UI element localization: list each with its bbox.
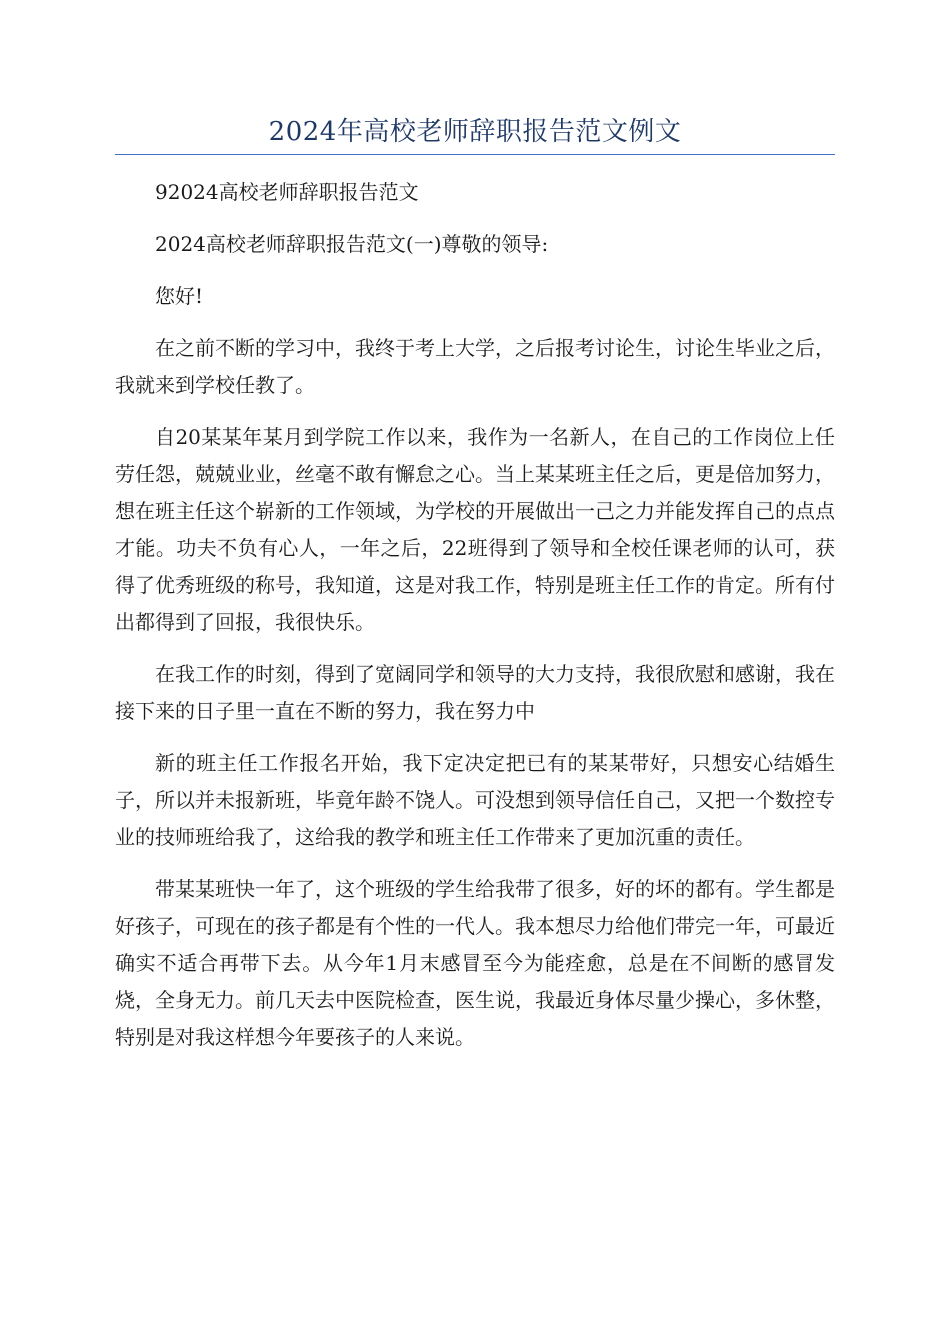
document-body	[115, 174, 835, 1071]
body-paragraph: 在我工作的时刻，得到了宽阔同学和领导的大力支持，我很欣慰和感谢，我在接下来的日子里一直在不断的努力，我在努力中	[115, 662, 835, 723]
salutation-heading: 2024高校老师辞职报告范文(一)尊敬的领导:	[155, 232, 549, 256]
title-underline	[115, 154, 835, 155]
body-paragraph: 带某某班快一年了，这个班级的学生给我带了很多，好的坏的都有。学生都是好孩子，可现在的孩子都是有个性的一代人。我本想尽力给他们带完一年，可最近确实不适合再带下去。从今年1月末感冒至今为能痊愈，总是在不间断的感冒发烧，全身无力。前几天去中医院检查，医生说，我最近身体尽量少操心，多休整，特别是对我这样想今年要孩子的人来说。	[115, 877, 835, 1049]
subtitle-line: 92024高校老师辞职报告范文	[155, 180, 419, 204]
greeting: 您好!	[155, 284, 204, 308]
document-title: 2024年高校老师辞职报告范文例文	[268, 117, 682, 147]
body-paragraph: 新的班主任工作报名开始，我下定决定把已有的某某带好，只想安心结婚生子，所以并未报新班，毕竟年龄不饶人。可没想到领导信任自己，又把一个数控专业的技师班给我了，这给我的教学和班主任工作带来了更加沉重的责任。	[115, 751, 835, 849]
body-paragraph: 自20某某年某月到学院工作以来，我作为一名新人，在自己的工作岗位上任劳任怨，兢兢业业，丝毫不敢有懈怠之心。当上某某班主任之后，更是倍加努力，想在班主任这个崭新的工作领域，为学校的开展做出一己之力并能发挥自己的点点才能。功夫不负有心人，一年之后，22班得到了领导和全校任课老师的认可，获得了优秀班级的称号，我知道，这是对我工作，特别是班主任工作的肯定。所有付出都得到了回报，我很快乐。	[115, 425, 835, 634]
body-paragraph: 在之前不断的学习中，我终于考上大学，之后报考讨论生，讨论生毕业之后，我就来到学校任教了。	[115, 336, 835, 397]
